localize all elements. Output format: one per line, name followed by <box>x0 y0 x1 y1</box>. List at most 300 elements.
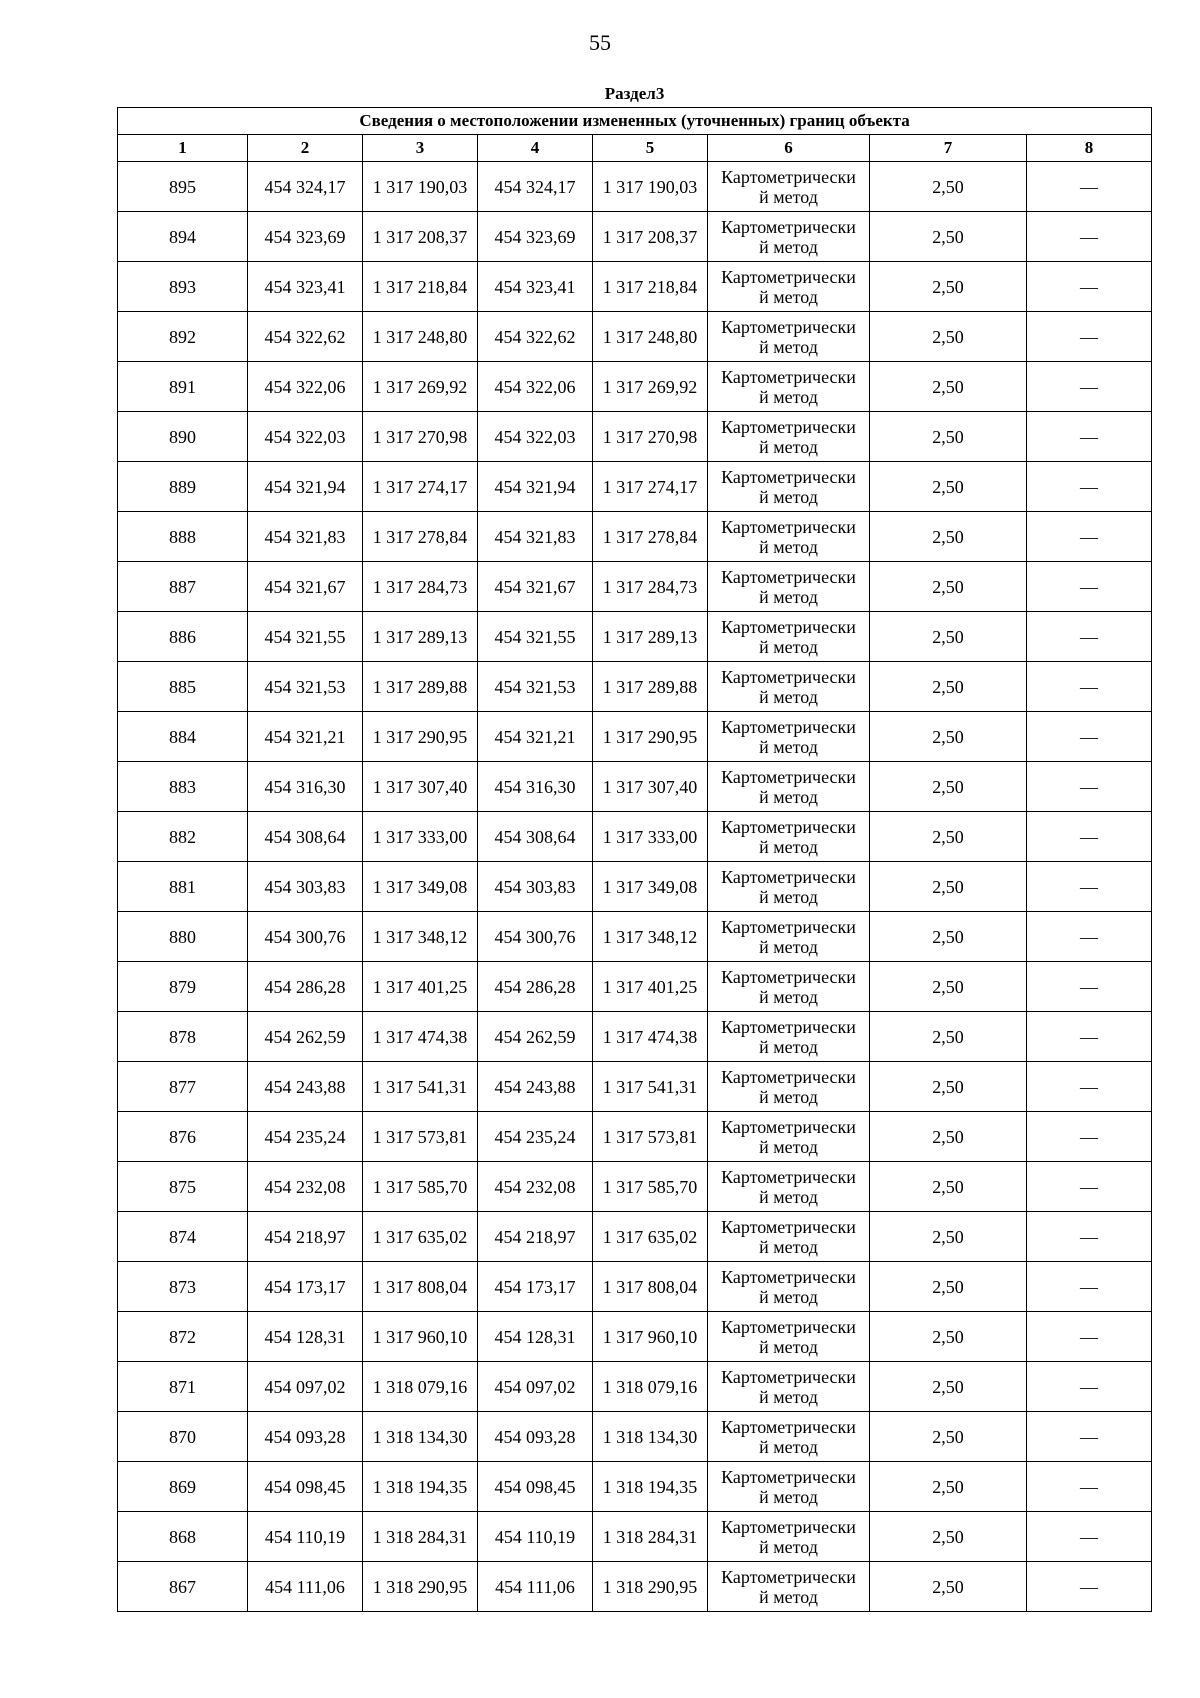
x-old-cell: 454 321,94 <box>248 462 363 512</box>
x-old-cell: 454 322,62 <box>248 312 363 362</box>
method-line-1: Картометрически <box>721 816 856 837</box>
method-line-2: й метод <box>759 1086 818 1107</box>
method-cell <box>708 1062 870 1112</box>
method-line-2: й метод <box>759 1186 818 1207</box>
section-title: Сведения о местоположении измененных (уточненных) границ объекта <box>118 108 1152 135</box>
x-old-cell: 454 286,28 <box>248 962 363 1012</box>
description-cell: — <box>1027 1462 1152 1512</box>
table-row <box>118 162 1152 212</box>
point-number-cell: 872 <box>118 1312 248 1362</box>
y-old-cell: 1 317 284,73 <box>363 562 478 612</box>
point-number-cell: 881 <box>118 862 248 912</box>
method-cell <box>708 312 870 362</box>
accuracy-cell: 2,50 <box>870 862 1027 912</box>
column-header: 2 <box>248 135 363 162</box>
point-number-cell: 880 <box>118 912 248 962</box>
x-old-cell: 454 173,17 <box>248 1262 363 1312</box>
accuracy-cell: 2,50 <box>870 412 1027 462</box>
x-new-cell: 454 321,67 <box>478 562 593 612</box>
x-old-cell: 454 128,31 <box>248 1312 363 1362</box>
table-row <box>118 1062 1152 1112</box>
method-line-2: й метод <box>759 636 818 657</box>
table-row <box>118 712 1152 762</box>
accuracy-cell: 2,50 <box>870 1312 1027 1362</box>
table-row <box>118 912 1152 962</box>
y-old-cell: 1 317 349,08 <box>363 862 478 912</box>
x-new-cell: 454 322,62 <box>478 312 593 362</box>
method-line-1: Картометрически <box>721 466 856 487</box>
x-old-cell: 454 097,02 <box>248 1362 363 1412</box>
x-new-cell: 454 321,55 <box>478 612 593 662</box>
method-line-1: Картометрически <box>721 216 856 237</box>
method-line-2: й метод <box>759 736 818 757</box>
accuracy-cell: 2,50 <box>870 1112 1027 1162</box>
x-old-cell: 454 300,76 <box>248 912 363 962</box>
method-cell <box>708 762 870 812</box>
method-line-2: й метод <box>759 286 818 307</box>
table-row <box>118 212 1152 262</box>
table-row <box>118 1012 1152 1062</box>
point-number-cell: 892 <box>118 312 248 362</box>
method-line-2: й метод <box>759 436 818 457</box>
method-line-2: й метод <box>759 886 818 907</box>
method-line-1: Картометрически <box>721 766 856 787</box>
y-new-cell: 1 317 278,84 <box>593 512 708 562</box>
method-line-1: Картометрически <box>721 1516 856 1537</box>
method-line-1: Картометрически <box>721 1366 856 1387</box>
accuracy-cell: 2,50 <box>870 1162 1027 1212</box>
table-row <box>118 762 1152 812</box>
y-old-cell: 1 318 079,16 <box>363 1362 478 1412</box>
description-cell: — <box>1027 262 1152 312</box>
description-cell: — <box>1027 1212 1152 1262</box>
x-old-cell: 454 321,55 <box>248 612 363 662</box>
x-old-cell: 454 218,97 <box>248 1212 363 1262</box>
y-old-cell: 1 317 290,95 <box>363 712 478 762</box>
y-new-cell: 1 318 194,35 <box>593 1462 708 1512</box>
method-line-2: й метод <box>759 786 818 807</box>
point-number-cell: 867 <box>118 1562 248 1612</box>
point-number-cell: 877 <box>118 1062 248 1112</box>
x-new-cell: 454 322,06 <box>478 362 593 412</box>
accuracy-cell: 2,50 <box>870 362 1027 412</box>
point-number-cell: 878 <box>118 1012 248 1062</box>
table-body <box>118 162 1152 1612</box>
accuracy-cell: 2,50 <box>870 912 1027 962</box>
x-new-cell: 454 128,31 <box>478 1312 593 1362</box>
table-row <box>118 412 1152 462</box>
column-header: 1 <box>118 135 248 162</box>
y-old-cell: 1 317 269,92 <box>363 362 478 412</box>
method-cell <box>708 562 870 612</box>
description-cell: — <box>1027 1562 1152 1612</box>
y-new-cell: 1 317 585,70 <box>593 1162 708 1212</box>
y-new-cell: 1 317 190,03 <box>593 162 708 212</box>
description-cell: — <box>1027 1012 1152 1062</box>
point-number-cell: 894 <box>118 212 248 262</box>
description-cell: — <box>1027 1162 1152 1212</box>
method-line-1: Картометрически <box>721 266 856 287</box>
x-new-cell: 454 321,83 <box>478 512 593 562</box>
method-line-1: Картометрически <box>721 1316 856 1337</box>
y-new-cell: 1 318 290,95 <box>593 1562 708 1612</box>
x-old-cell: 454 321,21 <box>248 712 363 762</box>
method-cell <box>708 1112 870 1162</box>
y-new-cell: 1 317 635,02 <box>593 1212 708 1262</box>
section-title-row <box>118 108 1152 135</box>
method-line-2: й метод <box>759 586 818 607</box>
x-old-cell: 454 316,30 <box>248 762 363 812</box>
x-new-cell: 454 093,28 <box>478 1412 593 1462</box>
point-number-cell: 887 <box>118 562 248 612</box>
y-new-cell: 1 317 349,08 <box>593 862 708 912</box>
y-old-cell: 1 317 270,98 <box>363 412 478 462</box>
x-new-cell: 454 323,69 <box>478 212 593 262</box>
method-line-1: Картометрически <box>721 366 856 387</box>
table-row <box>118 312 1152 362</box>
x-new-cell: 454 324,17 <box>478 162 593 212</box>
point-number-cell: 873 <box>118 1262 248 1312</box>
y-new-cell: 1 317 248,80 <box>593 312 708 362</box>
y-old-cell: 1 317 333,00 <box>363 812 478 862</box>
description-cell: — <box>1027 862 1152 912</box>
method-cell <box>708 712 870 762</box>
method-line-1: Картометрически <box>721 166 856 187</box>
x-new-cell: 454 097,02 <box>478 1362 593 1412</box>
point-number-cell: 889 <box>118 462 248 512</box>
y-new-cell: 1 318 284,31 <box>593 1512 708 1562</box>
method-line-1: Картометрически <box>721 1066 856 1087</box>
point-number-cell: 895 <box>118 162 248 212</box>
method-line-2: й метод <box>759 936 818 957</box>
method-line-2: й метод <box>759 486 818 507</box>
method-line-2: й метод <box>759 386 818 407</box>
y-old-cell: 1 317 278,84 <box>363 512 478 562</box>
method-line-2: й метод <box>759 1136 818 1157</box>
method-line-2: й метод <box>759 1536 818 1557</box>
accuracy-cell: 2,50 <box>870 162 1027 212</box>
x-new-cell: 454 303,83 <box>478 862 593 912</box>
method-line-1: Картометрически <box>721 716 856 737</box>
accuracy-cell: 2,50 <box>870 1512 1027 1562</box>
method-cell <box>708 1262 870 1312</box>
method-cell <box>708 1012 870 1062</box>
table-row <box>118 1462 1152 1512</box>
accuracy-cell: 2,50 <box>870 212 1027 262</box>
x-new-cell: 454 322,03 <box>478 412 593 462</box>
method-line-2: й метод <box>759 1336 818 1357</box>
point-number-cell: 875 <box>118 1162 248 1212</box>
accuracy-cell: 2,50 <box>870 612 1027 662</box>
accuracy-cell: 2,50 <box>870 812 1027 862</box>
y-new-cell: 1 317 401,25 <box>593 962 708 1012</box>
x-old-cell: 454 262,59 <box>248 1012 363 1062</box>
section-label-row <box>118 80 1152 108</box>
x-old-cell: 454 235,24 <box>248 1112 363 1162</box>
method-cell <box>708 1412 870 1462</box>
y-new-cell: 1 317 218,84 <box>593 262 708 312</box>
method-cell <box>708 912 870 962</box>
description-cell: — <box>1027 512 1152 562</box>
x-old-cell: 454 243,88 <box>248 1062 363 1112</box>
method-line-2: й метод <box>759 986 818 1007</box>
x-old-cell: 454 098,45 <box>248 1462 363 1512</box>
accuracy-cell: 2,50 <box>870 712 1027 762</box>
accuracy-cell: 2,50 <box>870 512 1027 562</box>
y-new-cell: 1 317 573,81 <box>593 1112 708 1162</box>
accuracy-cell: 2,50 <box>870 1562 1027 1612</box>
description-cell: — <box>1027 562 1152 612</box>
accuracy-cell: 2,50 <box>870 1262 1027 1312</box>
y-old-cell: 1 317 348,12 <box>363 912 478 962</box>
method-line-1: Картометрически <box>721 1116 856 1137</box>
method-line-2: й метод <box>759 836 818 857</box>
y-new-cell: 1 317 960,10 <box>593 1312 708 1362</box>
table-row <box>118 1412 1152 1462</box>
description-cell: — <box>1027 362 1152 412</box>
method-line-2: й метод <box>759 236 818 257</box>
method-line-2: й метод <box>759 1236 818 1257</box>
y-new-cell: 1 317 284,73 <box>593 562 708 612</box>
y-old-cell: 1 318 134,30 <box>363 1412 478 1462</box>
column-header: 7 <box>870 135 1027 162</box>
table-row <box>118 1562 1152 1612</box>
x-old-cell: 454 321,53 <box>248 662 363 712</box>
description-cell: — <box>1027 1112 1152 1162</box>
table-row <box>118 512 1152 562</box>
method-line-1: Картометрически <box>721 516 856 537</box>
y-new-cell: 1 317 333,00 <box>593 812 708 862</box>
method-line-2: й метод <box>759 686 818 707</box>
y-old-cell: 1 317 289,88 <box>363 662 478 712</box>
table-row <box>118 1512 1152 1562</box>
table-row <box>118 662 1152 712</box>
method-line-1: Картометрически <box>721 616 856 637</box>
x-new-cell: 454 262,59 <box>478 1012 593 1062</box>
table-row <box>118 1362 1152 1412</box>
table-row <box>118 1262 1152 1312</box>
x-new-cell: 454 243,88 <box>478 1062 593 1112</box>
method-line-1: Картометрически <box>721 866 856 887</box>
accuracy-cell: 2,50 <box>870 562 1027 612</box>
x-new-cell: 454 232,08 <box>478 1162 593 1212</box>
x-new-cell: 454 300,76 <box>478 912 593 962</box>
y-old-cell: 1 317 274,17 <box>363 462 478 512</box>
x-new-cell: 454 218,97 <box>478 1212 593 1262</box>
column-header: 5 <box>593 135 708 162</box>
y-new-cell: 1 317 289,88 <box>593 662 708 712</box>
method-cell <box>708 462 870 512</box>
x-old-cell: 454 322,03 <box>248 412 363 462</box>
y-new-cell: 1 318 134,30 <box>593 1412 708 1462</box>
y-old-cell: 1 318 284,31 <box>363 1512 478 1562</box>
method-cell <box>708 1562 870 1612</box>
y-new-cell: 1 318 079,16 <box>593 1362 708 1412</box>
accuracy-cell: 2,50 <box>870 1462 1027 1512</box>
method-line-1: Картометрически <box>721 1416 856 1437</box>
y-old-cell: 1 318 194,35 <box>363 1462 478 1512</box>
y-old-cell: 1 317 474,38 <box>363 1012 478 1062</box>
table-row <box>118 362 1152 412</box>
point-number-cell: 879 <box>118 962 248 1012</box>
y-new-cell: 1 317 269,92 <box>593 362 708 412</box>
y-new-cell: 1 317 289,13 <box>593 612 708 662</box>
y-new-cell: 1 317 274,17 <box>593 462 708 512</box>
description-cell: — <box>1027 312 1152 362</box>
point-number-cell: 891 <box>118 362 248 412</box>
x-new-cell: 454 316,30 <box>478 762 593 812</box>
point-number-cell: 871 <box>118 1362 248 1412</box>
accuracy-cell: 2,50 <box>870 1362 1027 1412</box>
method-line-1: Картометрически <box>721 566 856 587</box>
table-row <box>118 562 1152 612</box>
method-line-1: Картометрически <box>721 1566 856 1587</box>
description-cell: — <box>1027 612 1152 662</box>
column-header: 3 <box>363 135 478 162</box>
x-old-cell: 454 321,83 <box>248 512 363 562</box>
method-line-2: й метод <box>759 536 818 557</box>
table-row <box>118 1312 1152 1362</box>
accuracy-cell: 2,50 <box>870 262 1027 312</box>
column-header: 8 <box>1027 135 1152 162</box>
x-new-cell: 454 321,53 <box>478 662 593 712</box>
description-cell: — <box>1027 1512 1152 1562</box>
description-cell: — <box>1027 762 1152 812</box>
method-line-1: Картометрически <box>721 1266 856 1287</box>
point-number-cell: 869 <box>118 1462 248 1512</box>
description-cell: — <box>1027 1412 1152 1462</box>
table-row <box>118 862 1152 912</box>
accuracy-cell: 2,50 <box>870 962 1027 1012</box>
x-old-cell: 454 093,28 <box>248 1412 363 1462</box>
x-new-cell: 454 308,64 <box>478 812 593 862</box>
point-number-cell: 888 <box>118 512 248 562</box>
table-row <box>118 1112 1152 1162</box>
method-line-1: Картометрически <box>721 916 856 937</box>
y-old-cell: 1 317 573,81 <box>363 1112 478 1162</box>
y-new-cell: 1 317 474,38 <box>593 1012 708 1062</box>
y-new-cell: 1 317 208,37 <box>593 212 708 262</box>
x-old-cell: 454 308,64 <box>248 812 363 862</box>
y-old-cell: 1 317 289,13 <box>363 612 478 662</box>
description-cell: — <box>1027 812 1152 862</box>
x-old-cell: 454 323,69 <box>248 212 363 262</box>
method-cell <box>708 1312 870 1362</box>
method-cell <box>708 412 870 462</box>
method-line-2: й метод <box>759 1036 818 1057</box>
table-row <box>118 962 1152 1012</box>
description-cell: — <box>1027 1062 1152 1112</box>
y-new-cell: 1 317 541,31 <box>593 1062 708 1112</box>
description-cell: — <box>1027 162 1152 212</box>
x-old-cell: 454 323,41 <box>248 262 363 312</box>
accuracy-cell: 2,50 <box>870 1412 1027 1462</box>
x-new-cell: 454 173,17 <box>478 1262 593 1312</box>
column-header: 6 <box>708 135 870 162</box>
page-number: 55 <box>589 30 611 55</box>
point-number-cell: 885 <box>118 662 248 712</box>
point-number-cell: 890 <box>118 412 248 462</box>
description-cell: — <box>1027 462 1152 512</box>
x-old-cell: 454 111,06 <box>248 1562 363 1612</box>
y-new-cell: 1 317 348,12 <box>593 912 708 962</box>
accuracy-cell: 2,50 <box>870 1062 1027 1112</box>
table-row <box>118 1212 1152 1262</box>
x-old-cell: 454 303,83 <box>248 862 363 912</box>
method-line-1: Картометрически <box>721 966 856 987</box>
method-cell <box>708 1462 870 1512</box>
y-old-cell: 1 317 401,25 <box>363 962 478 1012</box>
accuracy-cell: 2,50 <box>870 462 1027 512</box>
x-old-cell: 454 110,19 <box>248 1512 363 1562</box>
description-cell: — <box>1027 412 1152 462</box>
x-new-cell: 454 321,21 <box>478 712 593 762</box>
description-cell: — <box>1027 662 1152 712</box>
method-cell <box>708 162 870 212</box>
method-line-2: й метод <box>759 1486 818 1507</box>
x-old-cell: 454 232,08 <box>248 1162 363 1212</box>
boundary-coordinates-table <box>117 80 1152 1612</box>
method-line-1: Картометрически <box>721 1216 856 1237</box>
method-cell <box>708 212 870 262</box>
y-new-cell: 1 317 307,40 <box>593 762 708 812</box>
accuracy-cell: 2,50 <box>870 762 1027 812</box>
point-number-cell: 882 <box>118 812 248 862</box>
method-line-2: й метод <box>759 1286 818 1307</box>
x-new-cell: 454 098,45 <box>478 1462 593 1512</box>
method-line-2: й метод <box>759 186 818 207</box>
method-cell <box>708 662 870 712</box>
method-cell <box>708 262 870 312</box>
y-old-cell: 1 317 248,80 <box>363 312 478 362</box>
method-cell <box>708 1212 870 1262</box>
description-cell: — <box>1027 212 1152 262</box>
x-new-cell: 454 111,06 <box>478 1562 593 1612</box>
accuracy-cell: 2,50 <box>870 662 1027 712</box>
x-old-cell: 454 324,17 <box>248 162 363 212</box>
method-line-1: Картометрически <box>721 416 856 437</box>
y-old-cell: 1 318 290,95 <box>363 1562 478 1612</box>
description-cell: — <box>1027 1262 1152 1312</box>
table-row <box>118 1162 1152 1212</box>
method-line-1: Картометрически <box>721 1466 856 1487</box>
y-new-cell: 1 317 808,04 <box>593 1262 708 1312</box>
method-cell <box>708 512 870 562</box>
method-cell <box>708 962 870 1012</box>
method-line-2: й метод <box>759 1586 818 1607</box>
method-cell <box>708 1512 870 1562</box>
y-old-cell: 1 317 808,04 <box>363 1262 478 1312</box>
x-new-cell: 454 286,28 <box>478 962 593 1012</box>
description-cell: — <box>1027 1362 1152 1412</box>
method-cell <box>708 612 870 662</box>
y-new-cell: 1 317 270,98 <box>593 412 708 462</box>
y-old-cell: 1 317 585,70 <box>363 1162 478 1212</box>
y-old-cell: 1 317 208,37 <box>363 212 478 262</box>
y-old-cell: 1 317 307,40 <box>363 762 478 812</box>
method-cell <box>708 1362 870 1412</box>
point-number-cell: 893 <box>118 262 248 312</box>
y-old-cell: 1 317 541,31 <box>363 1062 478 1112</box>
section-label: Раздел3 <box>118 80 1152 108</box>
x-old-cell: 454 322,06 <box>248 362 363 412</box>
accuracy-cell: 2,50 <box>870 1012 1027 1062</box>
description-cell: — <box>1027 962 1152 1012</box>
description-cell: — <box>1027 912 1152 962</box>
method-line-2: й метод <box>759 1386 818 1407</box>
column-number-row <box>118 135 1152 162</box>
x-old-cell: 454 321,67 <box>248 562 363 612</box>
